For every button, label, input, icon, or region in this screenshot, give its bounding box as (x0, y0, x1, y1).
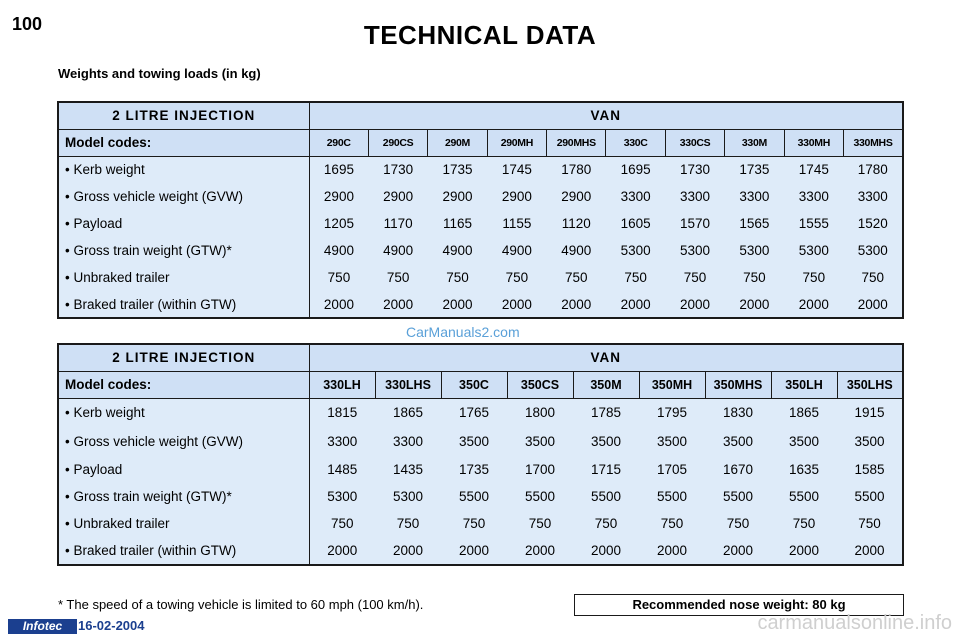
value-cell: 1570 (665, 210, 724, 237)
value-cell: 1745 (784, 156, 843, 183)
model-code: 330LHS (375, 371, 441, 398)
value-cell: 1435 (375, 456, 441, 483)
model-code: 290MHS (547, 129, 606, 156)
model-code: 330MHS (844, 129, 903, 156)
value-cell: 5300 (725, 237, 784, 264)
value-cell: 2000 (309, 537, 375, 565)
value-cell: 2900 (368, 183, 427, 210)
row-label: • Kerb weight (58, 398, 309, 426)
value-cell: 4900 (309, 237, 368, 264)
value-cell: 5300 (844, 237, 903, 264)
value-cell: 750 (837, 510, 903, 537)
model-codes-row (58, 129, 903, 156)
value-cell: 5300 (375, 483, 441, 510)
value-cell: 750 (441, 510, 507, 537)
section-subtitle: Weights and towing loads (in kg) (58, 66, 261, 81)
value-cell: 1155 (487, 210, 546, 237)
watermark-link[interactable]: CarManuals2.com (406, 324, 520, 340)
table-row (58, 156, 903, 183)
value-cell: 1735 (725, 156, 784, 183)
value-cell: 1555 (784, 210, 843, 237)
value-cell: 2900 (428, 183, 487, 210)
value-cell: 750 (487, 264, 546, 291)
value-cell: 1865 (375, 398, 441, 426)
value-cell: 3300 (375, 426, 441, 456)
model-code: 290M (428, 129, 487, 156)
row-label: • Payload (58, 456, 309, 483)
value-cell: 3500 (507, 426, 573, 456)
table-row (58, 483, 903, 510)
value-cell: 2000 (547, 291, 606, 318)
value-cell: 3300 (725, 183, 784, 210)
value-cell: 5300 (665, 237, 724, 264)
row-label: • Gross train weight (GTW)* (58, 237, 309, 264)
value-cell: 5500 (837, 483, 903, 510)
value-cell: 2000 (784, 291, 843, 318)
model-code: 350MH (639, 371, 705, 398)
table-header-row (58, 344, 903, 371)
value-cell: 1565 (725, 210, 784, 237)
value-cell: 5300 (309, 483, 375, 510)
value-cell: 4900 (547, 237, 606, 264)
value-cell: 1865 (771, 398, 837, 426)
value-cell: 3300 (309, 426, 375, 456)
value-cell: 2000 (573, 537, 639, 565)
value-cell: 2000 (487, 291, 546, 318)
value-cell: 3500 (573, 426, 639, 456)
value-cell: 750 (639, 510, 705, 537)
value-cell: 2900 (309, 183, 368, 210)
value-cell: 2000 (428, 291, 487, 318)
model-codes-row (58, 371, 903, 398)
value-cell: 5500 (441, 483, 507, 510)
value-cell: 1695 (309, 156, 368, 183)
value-cell: 5500 (705, 483, 771, 510)
value-cell: 2900 (547, 183, 606, 210)
model-code: 350M (573, 371, 639, 398)
value-cell: 1730 (368, 156, 427, 183)
value-cell: 1520 (844, 210, 903, 237)
engine-header: 2 LITRE INJECTION (58, 102, 309, 129)
model-code: 350CS (507, 371, 573, 398)
model-code: 330M (725, 129, 784, 156)
value-cell: 750 (368, 264, 427, 291)
row-label: • Gross vehicle weight (GVW) (58, 426, 309, 456)
print-date: 16-02-2004 (78, 618, 145, 633)
row-label: • Unbraked trailer (58, 510, 309, 537)
value-cell: 2900 (487, 183, 546, 210)
row-label: • Payload (58, 210, 309, 237)
value-cell: 5500 (639, 483, 705, 510)
table-row (58, 426, 903, 456)
body-type-header: VAN (309, 102, 903, 129)
footnote: * The speed of a towing vehicle is limited to 60 mph (100 km/h). (58, 597, 424, 612)
value-cell: 750 (665, 264, 724, 291)
value-cell: 2000 (844, 291, 903, 318)
value-cell: 5300 (784, 237, 843, 264)
engine-header: 2 LITRE INJECTION (58, 344, 309, 371)
page-title: TECHNICAL DATA (363, 20, 597, 50)
model-code: 290MH (487, 129, 546, 156)
weights-table-2 (57, 343, 904, 566)
value-cell: 1705 (639, 456, 705, 483)
value-cell: 1730 (665, 156, 724, 183)
value-cell: 1735 (441, 456, 507, 483)
value-cell: 750 (705, 510, 771, 537)
value-cell: 3500 (837, 426, 903, 456)
value-cell: 1170 (368, 210, 427, 237)
model-code: 330CS (665, 129, 724, 156)
value-cell: 750 (375, 510, 441, 537)
value-cell: 2000 (639, 537, 705, 565)
value-cell: 1785 (573, 398, 639, 426)
table-row (58, 537, 903, 565)
value-cell: 750 (844, 264, 903, 291)
value-cell: 750 (309, 264, 368, 291)
value-cell: 2000 (368, 291, 427, 318)
value-cell: 1830 (705, 398, 771, 426)
model-code: 350LHS (837, 371, 903, 398)
value-cell: 3300 (665, 183, 724, 210)
table-header-row (58, 102, 903, 129)
infotec-logo: Infotec (8, 619, 77, 634)
value-cell: 2000 (705, 537, 771, 565)
value-cell: 750 (309, 510, 375, 537)
site-watermark: carmanualsonline.info (757, 612, 952, 634)
model-code: 330MH (784, 129, 843, 156)
value-cell: 3300 (784, 183, 843, 210)
value-cell: 5300 (606, 237, 665, 264)
value-cell: 3300 (844, 183, 903, 210)
value-cell: 1695 (606, 156, 665, 183)
table-row (58, 291, 903, 318)
value-cell: 750 (507, 510, 573, 537)
value-cell: 2000 (771, 537, 837, 565)
model-code: 350C (441, 371, 507, 398)
model-code: 330C (606, 129, 665, 156)
value-cell: 1120 (547, 210, 606, 237)
value-cell: 1780 (844, 156, 903, 183)
value-cell: 750 (606, 264, 665, 291)
model-code: 350LH (771, 371, 837, 398)
value-cell: 3300 (606, 183, 665, 210)
row-label: • Gross vehicle weight (GVW) (58, 183, 309, 210)
value-cell: 2000 (837, 537, 903, 565)
value-cell: 2000 (606, 291, 665, 318)
weights-table-1 (57, 101, 904, 319)
value-cell: 5500 (573, 483, 639, 510)
value-cell: 1485 (309, 456, 375, 483)
value-cell: 3500 (771, 426, 837, 456)
value-cell: 2000 (441, 537, 507, 565)
body-type-header: VAN (309, 344, 903, 371)
value-cell: 750 (725, 264, 784, 291)
value-cell: 1165 (428, 210, 487, 237)
value-cell: 1765 (441, 398, 507, 426)
table-row (58, 398, 903, 426)
value-cell: 1815 (309, 398, 375, 426)
model-code: 290C (309, 129, 368, 156)
value-cell: 750 (771, 510, 837, 537)
value-cell: 4900 (428, 237, 487, 264)
page-number: 100 (12, 14, 43, 34)
model-code: 330LH (309, 371, 375, 398)
table-row (58, 237, 903, 264)
value-cell: 1915 (837, 398, 903, 426)
table-row (58, 456, 903, 483)
value-cell: 1780 (547, 156, 606, 183)
row-label: • Gross train weight (GTW)* (58, 483, 309, 510)
table-row (58, 264, 903, 291)
model-code: 290CS (368, 129, 427, 156)
row-label: • Braked trailer (within GTW) (58, 537, 309, 565)
value-cell: 1700 (507, 456, 573, 483)
value-cell: 750 (573, 510, 639, 537)
value-cell: 4900 (368, 237, 427, 264)
row-label: • Kerb weight (58, 156, 309, 183)
value-cell: 1735 (428, 156, 487, 183)
row-label: • Braked trailer (within GTW) (58, 291, 309, 318)
value-cell: 3500 (639, 426, 705, 456)
model-code: 350MHS (705, 371, 771, 398)
model-codes-label: Model codes: (58, 371, 309, 398)
table-row (58, 510, 903, 537)
value-cell: 1715 (573, 456, 639, 483)
value-cell: 1745 (487, 156, 546, 183)
value-cell: 750 (428, 264, 487, 291)
value-cell: 750 (547, 264, 606, 291)
value-cell: 1605 (606, 210, 665, 237)
value-cell: 2000 (309, 291, 368, 318)
value-cell: 1635 (771, 456, 837, 483)
value-cell: 4900 (487, 237, 546, 264)
value-cell: 5500 (771, 483, 837, 510)
value-cell: 750 (784, 264, 843, 291)
value-cell: 3500 (441, 426, 507, 456)
table-row (58, 183, 903, 210)
nose-weight-box: Recommended nose weight: 80 kg (574, 594, 904, 616)
table-row (58, 210, 903, 237)
value-cell: 1795 (639, 398, 705, 426)
model-codes-label: Model codes: (58, 129, 309, 156)
value-cell: 2000 (507, 537, 573, 565)
value-cell: 2000 (375, 537, 441, 565)
value-cell: 1585 (837, 456, 903, 483)
value-cell: 2000 (725, 291, 784, 318)
value-cell: 1800 (507, 398, 573, 426)
value-cell: 1670 (705, 456, 771, 483)
row-label: • Unbraked trailer (58, 264, 309, 291)
value-cell: 1205 (309, 210, 368, 237)
value-cell: 3500 (705, 426, 771, 456)
value-cell: 5500 (507, 483, 573, 510)
value-cell: 2000 (665, 291, 724, 318)
